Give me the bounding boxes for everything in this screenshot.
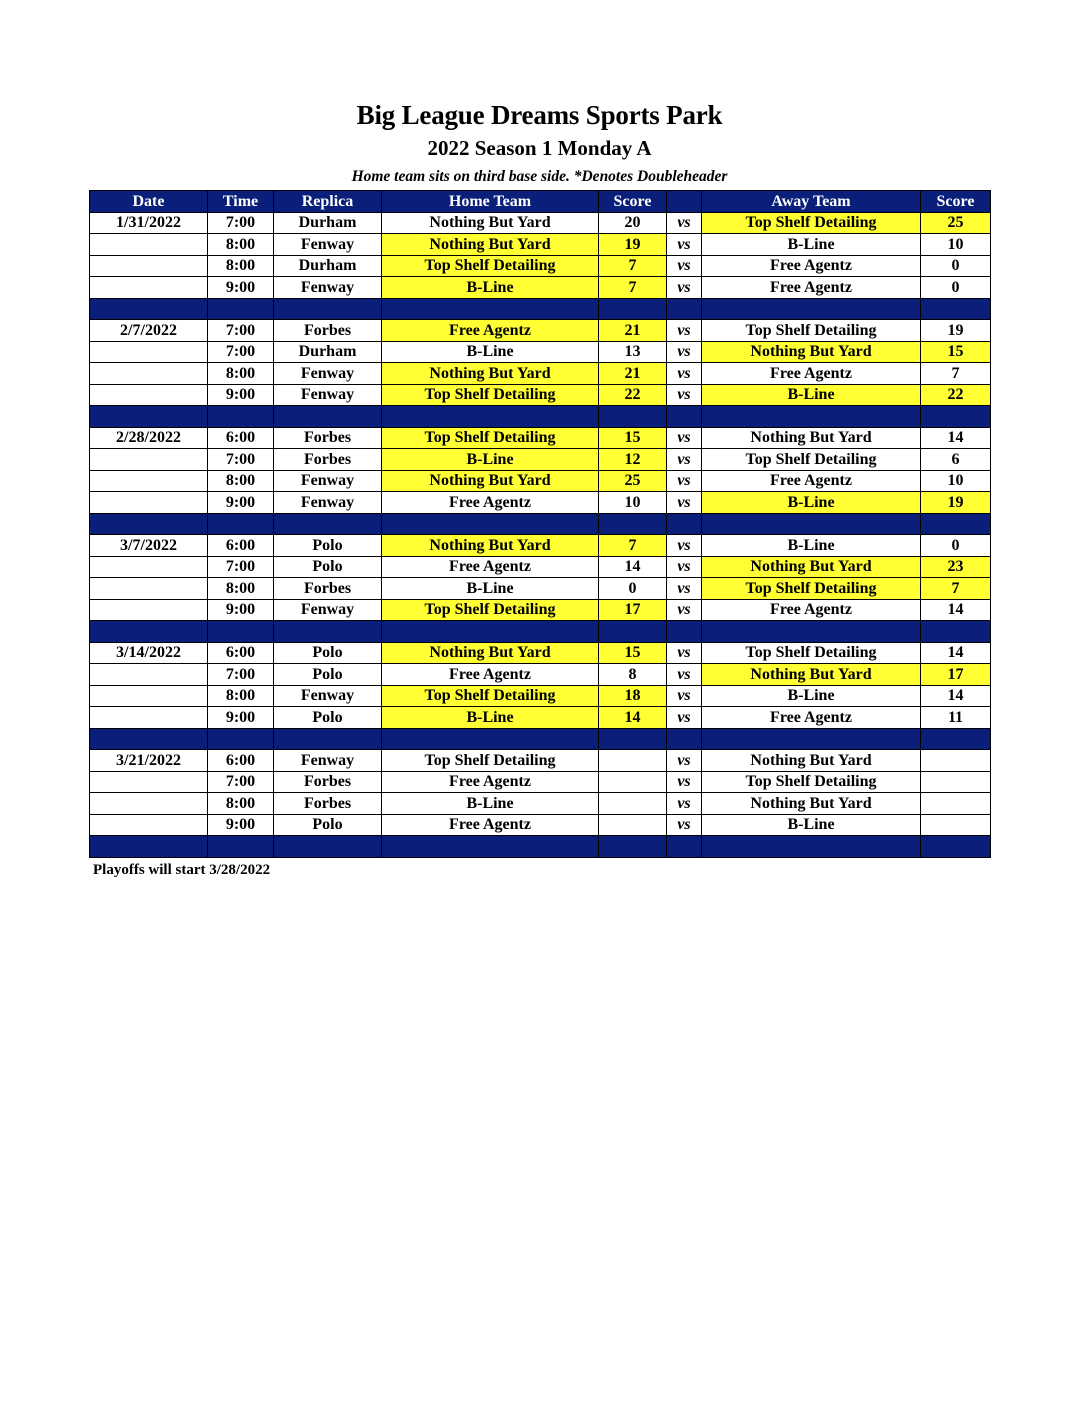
week-separator-row — [90, 513, 991, 535]
home-team-cell: B-Line — [382, 341, 599, 363]
separator-cell — [274, 513, 382, 535]
vs-cell: vs — [667, 449, 702, 471]
away-score-cell: 19 — [921, 320, 991, 342]
time-cell: 6:00 — [208, 427, 274, 449]
col-header-date: Date — [90, 191, 208, 213]
replica-field-cell: Fenway — [274, 470, 382, 492]
separator-cell — [702, 621, 921, 643]
week-separator-row — [90, 836, 991, 858]
time-cell: 6:00 — [208, 535, 274, 557]
vs-cell: vs — [667, 255, 702, 277]
away-team-cell: Top Shelf Detailing — [702, 578, 921, 600]
home-team-cell: B-Line — [382, 793, 599, 815]
away-team-cell: Free Agentz — [702, 470, 921, 492]
replica-field-cell: Polo — [274, 814, 382, 836]
table-row — [90, 578, 991, 600]
away-score-cell: 0 — [921, 255, 991, 277]
table-row — [90, 255, 991, 277]
table-row — [90, 664, 991, 686]
home-score-cell: 21 — [599, 320, 667, 342]
vs-cell: vs — [667, 685, 702, 707]
home-score-cell: 17 — [599, 599, 667, 621]
vs-cell: vs — [667, 750, 702, 772]
vs-cell: vs — [667, 599, 702, 621]
week-separator-row — [90, 728, 991, 750]
separator-cell — [208, 298, 274, 320]
date-cell: 3/21/2022 — [90, 750, 208, 772]
vs-cell: vs — [667, 470, 702, 492]
away-score-cell: 0 — [921, 535, 991, 557]
date-cell — [90, 384, 208, 406]
vs-cell: vs — [667, 341, 702, 363]
vs-cell: vs — [667, 363, 702, 385]
home-team-cell: Free Agentz — [382, 320, 599, 342]
separator-cell — [921, 621, 991, 643]
home-team-cell: Top Shelf Detailing — [382, 685, 599, 707]
separator-cell — [382, 836, 599, 858]
separator-cell — [274, 621, 382, 643]
away-team-cell: Top Shelf Detailing — [702, 320, 921, 342]
separator-cell — [599, 836, 667, 858]
time-cell: 7:00 — [208, 212, 274, 234]
home-team-cell: Nothing But Yard — [382, 363, 599, 385]
away-team-cell: Free Agentz — [702, 277, 921, 299]
separator-cell — [599, 298, 667, 320]
separator-cell — [208, 406, 274, 428]
home-score-cell: 7 — [599, 255, 667, 277]
table-row — [90, 341, 991, 363]
replica-field-cell: Fenway — [274, 363, 382, 385]
replica-field-cell: Polo — [274, 642, 382, 664]
date-cell — [90, 449, 208, 471]
week-separator-row — [90, 621, 991, 643]
vs-cell: vs — [667, 234, 702, 256]
home-score-cell: 0 — [599, 578, 667, 600]
date-cell — [90, 363, 208, 385]
away-team-cell: B-Line — [702, 234, 921, 256]
away-team-cell: B-Line — [702, 384, 921, 406]
season-subtitle: 2022 Season 1 Monday A — [427, 136, 652, 160]
home-score-cell — [599, 750, 667, 772]
date-cell — [90, 599, 208, 621]
replica-field-cell: Polo — [274, 664, 382, 686]
separator-cell — [667, 406, 702, 428]
table-row — [90, 384, 991, 406]
separator-cell — [702, 298, 921, 320]
date-cell — [90, 341, 208, 363]
home-team-cell: Nothing But Yard — [382, 535, 599, 557]
date-cell — [90, 234, 208, 256]
vs-cell: vs — [667, 320, 702, 342]
home-team-cell: Top Shelf Detailing — [382, 255, 599, 277]
replica-field-cell: Forbes — [274, 793, 382, 815]
separator-cell — [90, 836, 208, 858]
home-score-cell: 7 — [599, 277, 667, 299]
time-cell: 7:00 — [208, 664, 274, 686]
separator-cell — [667, 728, 702, 750]
time-cell: 9:00 — [208, 277, 274, 299]
vs-cell: vs — [667, 212, 702, 234]
replica-field-cell: Fenway — [274, 750, 382, 772]
home-team-cell: Top Shelf Detailing — [382, 750, 599, 772]
replica-field-cell: Forbes — [274, 320, 382, 342]
home-team-cell: Nothing But Yard — [382, 470, 599, 492]
away-score-cell: 7 — [921, 578, 991, 600]
away-score-cell: 17 — [921, 664, 991, 686]
replica-field-cell: Fenway — [274, 234, 382, 256]
away-score-cell — [921, 793, 991, 815]
away-score-cell: 15 — [921, 341, 991, 363]
away-team-cell: Top Shelf Detailing — [702, 212, 921, 234]
separator-cell — [921, 298, 991, 320]
vs-cell: vs — [667, 664, 702, 686]
separator-cell — [274, 298, 382, 320]
table-row — [90, 449, 991, 471]
date-cell — [90, 685, 208, 707]
separator-cell — [921, 836, 991, 858]
col-header-away-team: Away Team — [702, 191, 921, 213]
time-cell: 9:00 — [208, 492, 274, 514]
away-score-cell — [921, 750, 991, 772]
separator-cell — [382, 728, 599, 750]
away-team-cell: Top Shelf Detailing — [702, 642, 921, 664]
separator-cell — [667, 513, 702, 535]
table-row — [90, 707, 991, 729]
replica-field-cell: Durham — [274, 255, 382, 277]
away-team-cell: Top Shelf Detailing — [702, 449, 921, 471]
away-team-cell: Nothing But Yard — [702, 341, 921, 363]
playoffs-note: Playoffs will start 3/28/2022 — [93, 862, 271, 878]
separator-cell — [90, 406, 208, 428]
away-team-cell: B-Line — [702, 492, 921, 514]
date-cell: 3/7/2022 — [90, 535, 208, 557]
time-cell: 8:00 — [208, 793, 274, 815]
home-team-cell: B-Line — [382, 578, 599, 600]
date-cell — [90, 814, 208, 836]
table-row — [90, 793, 991, 815]
table-row — [90, 771, 991, 793]
table-row — [90, 234, 991, 256]
date-cell: 1/31/2022 — [90, 212, 208, 234]
time-cell: 7:00 — [208, 341, 274, 363]
vs-cell: vs — [667, 535, 702, 557]
separator-cell — [382, 406, 599, 428]
away-score-cell: 11 — [921, 707, 991, 729]
away-score-cell: 22 — [921, 384, 991, 406]
separator-cell — [274, 406, 382, 428]
replica-field-cell: Fenway — [274, 492, 382, 514]
separator-cell — [921, 513, 991, 535]
vs-cell: vs — [667, 492, 702, 514]
home-team-cell: Free Agentz — [382, 492, 599, 514]
away-team-cell: Free Agentz — [702, 707, 921, 729]
separator-cell — [382, 298, 599, 320]
time-cell: 7:00 — [208, 556, 274, 578]
week-separator-row — [90, 406, 991, 428]
table-row — [90, 685, 991, 707]
replica-field-cell: Fenway — [274, 277, 382, 299]
separator-cell — [599, 406, 667, 428]
home-score-cell: 15 — [599, 642, 667, 664]
home-score-cell: 21 — [599, 363, 667, 385]
time-cell: 7:00 — [208, 320, 274, 342]
separator-cell — [667, 298, 702, 320]
col-header-away-score: Score — [921, 191, 991, 213]
away-score-cell: 7 — [921, 363, 991, 385]
away-team-cell: Free Agentz — [702, 363, 921, 385]
separator-cell — [274, 836, 382, 858]
time-cell: 8:00 — [208, 470, 274, 492]
away-team-cell: B-Line — [702, 685, 921, 707]
time-cell: 9:00 — [208, 707, 274, 729]
home-team-note: Home team sits on third base side. *Denotes Doubleheader — [351, 168, 728, 185]
away-score-cell: 14 — [921, 599, 991, 621]
date-cell — [90, 707, 208, 729]
separator-cell — [274, 728, 382, 750]
separator-cell — [90, 298, 208, 320]
away-team-cell: Nothing But Yard — [702, 793, 921, 815]
separator-cell — [702, 513, 921, 535]
home-team-cell: B-Line — [382, 449, 599, 471]
date-cell — [90, 255, 208, 277]
col-header-home-score: Score — [599, 191, 667, 213]
away-team-cell: Free Agentz — [702, 599, 921, 621]
home-score-cell: 8 — [599, 664, 667, 686]
home-score-cell — [599, 793, 667, 815]
away-team-cell: Top Shelf Detailing — [702, 771, 921, 793]
col-header-home-team: Home Team — [382, 191, 599, 213]
replica-field-cell: Polo — [274, 707, 382, 729]
away-team-cell: Nothing But Yard — [702, 556, 921, 578]
home-score-cell — [599, 814, 667, 836]
col-header-replica: Replica — [274, 191, 382, 213]
date-cell — [90, 470, 208, 492]
vs-cell: vs — [667, 578, 702, 600]
col-header-time: Time — [208, 191, 274, 213]
replica-field-cell: Fenway — [274, 384, 382, 406]
away-team-cell: Nothing But Yard — [702, 664, 921, 686]
away-score-cell: 19 — [921, 492, 991, 514]
home-score-cell: 10 — [599, 492, 667, 514]
replica-field-cell: Durham — [274, 212, 382, 234]
date-cell — [90, 793, 208, 815]
table-row — [90, 320, 991, 342]
date-cell — [90, 556, 208, 578]
replica-field-cell: Durham — [274, 341, 382, 363]
separator-cell — [382, 513, 599, 535]
time-cell: 9:00 — [208, 814, 274, 836]
separator-cell — [702, 728, 921, 750]
date-cell: 3/14/2022 — [90, 642, 208, 664]
away-team-cell: Nothing But Yard — [702, 750, 921, 772]
home-team-cell: Free Agentz — [382, 664, 599, 686]
away-score-cell — [921, 814, 991, 836]
time-cell: 9:00 — [208, 599, 274, 621]
date-cell — [90, 771, 208, 793]
home-team-cell: Top Shelf Detailing — [382, 427, 599, 449]
home-score-cell: 15 — [599, 427, 667, 449]
vs-cell: vs — [667, 771, 702, 793]
away-team-cell: Free Agentz — [702, 255, 921, 277]
home-score-cell: 19 — [599, 234, 667, 256]
time-cell: 9:00 — [208, 384, 274, 406]
schedule-table — [89, 190, 991, 858]
away-team-cell: Nothing But Yard — [702, 427, 921, 449]
home-team-cell: Nothing But Yard — [382, 642, 599, 664]
vs-cell: vs — [667, 427, 702, 449]
home-score-cell: 14 — [599, 707, 667, 729]
table-row — [90, 427, 991, 449]
vs-cell: vs — [667, 556, 702, 578]
separator-cell — [90, 728, 208, 750]
home-score-cell: 7 — [599, 535, 667, 557]
header-row — [90, 191, 991, 213]
week-separator-row — [90, 298, 991, 320]
table-row — [90, 535, 991, 557]
replica-field-cell: Fenway — [274, 599, 382, 621]
separator-cell — [599, 621, 667, 643]
home-team-cell: Nothing But Yard — [382, 212, 599, 234]
away-team-cell: B-Line — [702, 535, 921, 557]
home-score-cell: 20 — [599, 212, 667, 234]
vs-cell: vs — [667, 793, 702, 815]
home-team-cell: Top Shelf Detailing — [382, 599, 599, 621]
vs-cell: vs — [667, 277, 702, 299]
home-score-cell: 18 — [599, 685, 667, 707]
replica-field-cell: Polo — [274, 535, 382, 557]
separator-cell — [208, 728, 274, 750]
away-score-cell: 25 — [921, 212, 991, 234]
page-title: Big League Dreams Sports Park — [356, 100, 723, 130]
away-score-cell: 0 — [921, 277, 991, 299]
separator-cell — [599, 728, 667, 750]
time-cell: 8:00 — [208, 363, 274, 385]
away-score-cell: 23 — [921, 556, 991, 578]
home-score-cell: 25 — [599, 470, 667, 492]
date-cell — [90, 492, 208, 514]
table-row — [90, 556, 991, 578]
time-cell: 6:00 — [208, 750, 274, 772]
table-row — [90, 470, 991, 492]
home-team-cell: B-Line — [382, 277, 599, 299]
table-row — [90, 814, 991, 836]
date-cell: 2/28/2022 — [90, 427, 208, 449]
home-score-cell: 14 — [599, 556, 667, 578]
date-cell: 2/7/2022 — [90, 320, 208, 342]
home-score-cell — [599, 771, 667, 793]
schedule-body — [90, 212, 991, 857]
separator-cell — [90, 513, 208, 535]
home-team-cell: Free Agentz — [382, 771, 599, 793]
away-team-cell: B-Line — [702, 814, 921, 836]
table-row — [90, 750, 991, 772]
table-row — [90, 599, 991, 621]
replica-field-cell: Polo — [274, 556, 382, 578]
time-cell: 7:00 — [208, 771, 274, 793]
table-row — [90, 642, 991, 664]
vs-cell: vs — [667, 384, 702, 406]
table-row — [90, 363, 991, 385]
away-score-cell: 10 — [921, 234, 991, 256]
separator-cell — [702, 406, 921, 428]
home-team-cell: Top Shelf Detailing — [382, 384, 599, 406]
replica-field-cell: Forbes — [274, 578, 382, 600]
time-cell: 7:00 — [208, 449, 274, 471]
separator-cell — [921, 406, 991, 428]
separator-cell — [208, 513, 274, 535]
vs-cell: vs — [667, 707, 702, 729]
away-score-cell: 14 — [921, 642, 991, 664]
date-cell — [90, 277, 208, 299]
home-team-cell: Free Agentz — [382, 556, 599, 578]
col-header-vs — [667, 191, 702, 213]
vs-cell: vs — [667, 642, 702, 664]
separator-cell — [921, 728, 991, 750]
time-cell: 8:00 — [208, 578, 274, 600]
home-team-cell: Free Agentz — [382, 814, 599, 836]
separator-cell — [90, 621, 208, 643]
home-score-cell: 12 — [599, 449, 667, 471]
home-team-cell: B-Line — [382, 707, 599, 729]
separator-cell — [208, 621, 274, 643]
home-score-cell: 13 — [599, 341, 667, 363]
away-score-cell: 14 — [921, 427, 991, 449]
separator-cell — [382, 621, 599, 643]
table-row — [90, 277, 991, 299]
away-score-cell: 14 — [921, 685, 991, 707]
separator-cell — [702, 836, 921, 858]
separator-cell — [667, 621, 702, 643]
time-cell: 8:00 — [208, 234, 274, 256]
vs-cell: vs — [667, 814, 702, 836]
table-row — [90, 212, 991, 234]
time-cell: 8:00 — [208, 255, 274, 277]
replica-field-cell: Forbes — [274, 449, 382, 471]
table-row — [90, 492, 991, 514]
away-score-cell — [921, 771, 991, 793]
replica-field-cell: Forbes — [274, 771, 382, 793]
replica-field-cell: Fenway — [274, 685, 382, 707]
home-score-cell: 22 — [599, 384, 667, 406]
date-cell — [90, 578, 208, 600]
separator-cell — [208, 836, 274, 858]
separator-cell — [599, 513, 667, 535]
separator-cell — [667, 836, 702, 858]
replica-field-cell: Forbes — [274, 427, 382, 449]
home-team-cell: Nothing But Yard — [382, 234, 599, 256]
away-score-cell: 10 — [921, 470, 991, 492]
time-cell: 8:00 — [208, 685, 274, 707]
time-cell: 6:00 — [208, 642, 274, 664]
date-cell — [90, 664, 208, 686]
away-score-cell: 6 — [921, 449, 991, 471]
